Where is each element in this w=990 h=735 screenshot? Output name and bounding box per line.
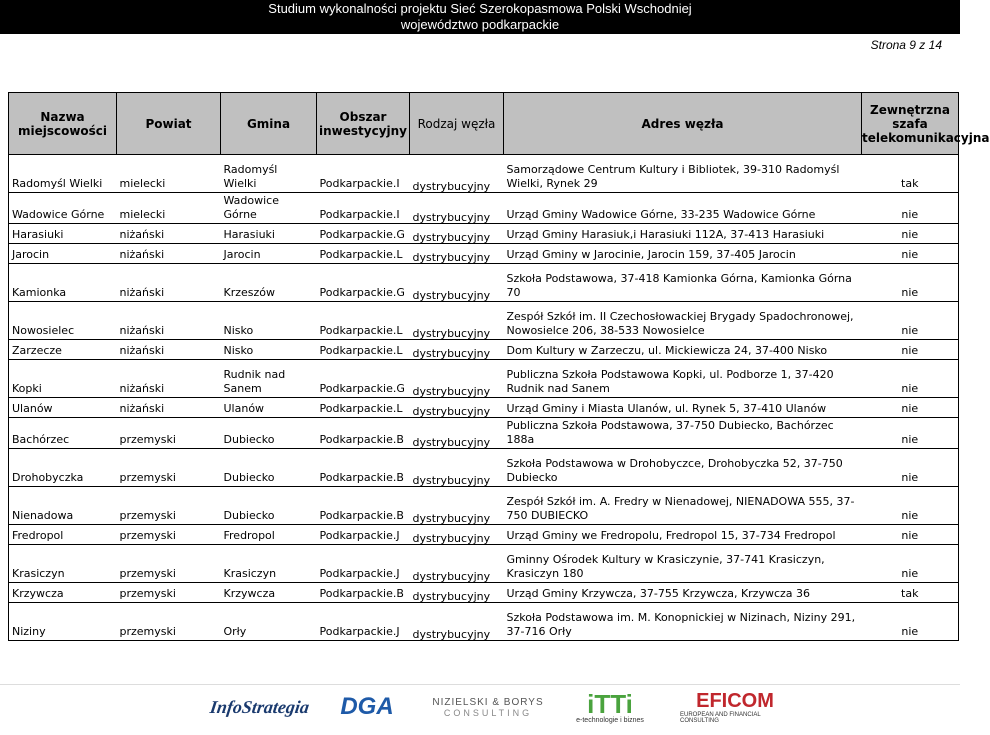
cell-node-type: dystrybucyjny xyxy=(410,196,504,227)
cell-address: Zespół Szkół im. A. Fredry w Nienadowej, NIENADOWA 555, 37-750 DUBIECKO xyxy=(504,487,862,525)
col-header: Obszar inwestycyjny xyxy=(317,93,410,155)
cell-county: mielecki xyxy=(117,155,221,193)
cell-node-type: dystrybucyjny xyxy=(410,490,504,528)
cell-county: niżański xyxy=(117,340,221,360)
cell-commune: Nisko xyxy=(221,302,317,340)
col-header: Powiat xyxy=(117,93,221,155)
page-number: Strona 9 z 14 xyxy=(870,38,942,52)
cell-address: Urząd Gminy i Miasta Ulanów, ul. Rynek 5, 37-410 Ulanów xyxy=(504,398,862,418)
cell-cabinet: nie xyxy=(862,487,959,525)
cell-county: przemyski xyxy=(117,487,221,525)
cell-county: mielecki xyxy=(117,193,221,224)
cell-locality: Wadowice Górne xyxy=(9,193,117,224)
cell-county: przemyski xyxy=(117,545,221,583)
cell-cabinet: nie xyxy=(862,525,959,545)
cell-area: Podkarpackie.L xyxy=(317,302,410,340)
cell-address: Publiczna Szkoła Podstawowa, 37-750 Dubiecko, Bachórzec 188a xyxy=(504,418,862,449)
cell-locality: Nienadowa xyxy=(9,487,117,525)
cell-node-type: dystrybucyjny xyxy=(410,363,504,401)
cell-commune: Krzeszów xyxy=(221,264,317,302)
cell-area: Podkarpackie.J xyxy=(317,545,410,583)
cell-locality: Jarocin xyxy=(9,244,117,264)
cell-county: niżański xyxy=(117,224,221,244)
cell-cabinet: nie xyxy=(862,545,959,583)
table-row xyxy=(9,340,959,360)
cell-county: przemyski xyxy=(117,449,221,487)
cell-node-type: dystrybucyjny xyxy=(410,267,504,305)
cell-cabinet: nie xyxy=(862,193,959,224)
cell-cabinet: tak xyxy=(862,155,959,193)
cell-node-type: dystrybucyjny xyxy=(410,528,504,548)
cell-area: Podkarpackie.G xyxy=(317,264,410,302)
cell-area: Podkarpackie.J xyxy=(317,603,410,641)
cell-address: Gminny Ośrodek Kultury w Krasiczynie, 37-741 Krasiczyn, Krasiczyn 180 xyxy=(504,545,862,583)
cell-county: niżański xyxy=(117,264,221,302)
cell-cabinet: nie xyxy=(862,418,959,449)
itti-logo: iTTi e-technologie i biznes xyxy=(576,688,644,724)
cell-node-type: dystrybucyjny xyxy=(410,421,504,452)
cell-commune: Wadowice Górne xyxy=(221,193,317,224)
cell-commune: Jarocin xyxy=(221,244,317,264)
cell-address: Zespół Szkół im. II Czechosłowackiej Brygady Spadochronowej, Nowosielce 206, 38-533 Nowosielce xyxy=(504,302,862,340)
eficom-logo: EFICOM EUROPEAN AND FINANCIAL CONSULTING xyxy=(680,690,774,724)
cell-cabinet: nie xyxy=(862,302,959,340)
cell-node-type: dystrybucyjny xyxy=(410,305,504,343)
cell-county: przemyski xyxy=(117,583,221,603)
col-header: Gmina xyxy=(221,93,317,155)
col-header: Rodzaj węzła xyxy=(410,93,504,155)
table-row xyxy=(9,545,959,583)
cell-county: niżański xyxy=(117,244,221,264)
cell-area: Podkarpackie.B xyxy=(317,418,410,449)
cell-commune: Nisko xyxy=(221,340,317,360)
cell-cabinet: nie xyxy=(862,603,959,641)
cell-locality: Niziny xyxy=(9,603,117,641)
cell-address: Szkoła Podstawowa im. M. Konopnickiej w Nizinach, Niziny 291, 37-716 Orły xyxy=(504,603,862,641)
cell-commune: Orły xyxy=(221,603,317,641)
table-row xyxy=(9,449,959,487)
cell-area: Podkarpackie.B xyxy=(317,449,410,487)
header-region: województwo podkarpackie xyxy=(400,17,560,32)
cell-node-type: dystrybucyjny xyxy=(410,158,504,196)
cell-county: niżański xyxy=(117,302,221,340)
cell-node-type: dystrybucyjny xyxy=(410,586,504,606)
cell-commune: Radomyśl Wielki xyxy=(221,155,317,193)
table-row xyxy=(9,360,959,398)
cell-area: Podkarpackie.J xyxy=(317,525,410,545)
cell-area: Podkarpackie.G xyxy=(317,360,410,398)
cell-cabinet: nie xyxy=(862,264,959,302)
cell-commune: Dubiecko xyxy=(221,487,317,525)
table-row xyxy=(9,224,959,244)
cell-commune: Dubiecko xyxy=(221,418,317,449)
col-header: Adres węzła xyxy=(504,93,862,155)
cell-node-type: dystrybucyjny xyxy=(410,606,504,644)
cell-locality: Krasiczyn xyxy=(9,545,117,583)
cell-cabinet: tak xyxy=(862,583,959,603)
cell-locality: Kopki xyxy=(9,360,117,398)
cell-locality: Nowosielec xyxy=(9,302,117,340)
col-header: Nazwa miejscowości xyxy=(9,93,117,155)
nizielski-borys-logo: NIZIELSKI & BORYS CONSULTING xyxy=(432,696,544,718)
cell-cabinet: nie xyxy=(862,244,959,264)
cell-area: Podkarpackie.G xyxy=(317,224,410,244)
infostrategia-logo: InfoStrategia xyxy=(209,696,311,717)
dga-logo: DGA xyxy=(340,693,394,720)
cell-node-type: dystrybucyjny xyxy=(410,452,504,490)
cell-node-type: dystrybucyjny xyxy=(410,227,504,247)
cell-locality: Radomyśl Wielki xyxy=(9,155,117,193)
cell-locality: Bachórzec xyxy=(9,418,117,449)
cell-area: Podkarpackie.I xyxy=(317,193,410,224)
table-header-row xyxy=(9,93,959,155)
cell-locality: Drohobyczka xyxy=(9,449,117,487)
cell-address: Urząd Gminy Harasiuk,i Harasiuki 112A, 37-413 Harasiuki xyxy=(504,224,862,244)
table-row xyxy=(9,487,959,525)
cell-commune: Rudnik nad Sanem xyxy=(221,360,317,398)
cell-commune: Fredropol xyxy=(221,525,317,545)
table-row xyxy=(9,418,959,449)
cell-node-type: dystrybucyjny xyxy=(410,401,504,421)
cell-locality: Krzywcza xyxy=(9,583,117,603)
cell-cabinet: nie xyxy=(862,449,959,487)
cell-commune: Harasiuki xyxy=(221,224,317,244)
cell-area: Podkarpackie.B xyxy=(317,487,410,525)
cell-area: Podkarpackie.L xyxy=(317,340,410,360)
cell-commune: Krasiczyn xyxy=(221,545,317,583)
cell-node-type: dystrybucyjny xyxy=(410,548,504,586)
table-row xyxy=(9,302,959,340)
cell-cabinet: nie xyxy=(862,340,959,360)
cell-locality: Fredropol xyxy=(9,525,117,545)
cell-node-type: dystrybucyjny xyxy=(410,247,504,267)
cell-county: niżański xyxy=(117,360,221,398)
cell-locality: Zarzecze xyxy=(9,340,117,360)
cell-address: Szkoła Podstawowa w Drohobyczce, Drohobyczka 52, 37-750 Dubiecko xyxy=(504,449,862,487)
table-row xyxy=(9,525,959,545)
cell-address: Samorządowe Centrum Kultury i Bibliotek, 39-310 Radomyśl Wielki, Rynek 29 xyxy=(504,155,862,193)
footer-divider xyxy=(0,684,960,685)
cell-address: Szkoła Podstawowa, 37-418 Kamionka Górna, Kamionka Górna 70 xyxy=(504,264,862,302)
cell-locality: Harasiuki xyxy=(9,224,117,244)
cell-area: Podkarpackie.B xyxy=(317,583,410,603)
cell-address: Urząd Gminy w Jarocinie, Jarocin 159, 37-405 Jarocin xyxy=(504,244,862,264)
col-header: Zewnętrzna szafa telekomunikacyjna xyxy=(862,93,959,155)
cell-address: Urząd Gminy Krzywcza, 37-755 Krzywcza, Krzywcza 36 xyxy=(504,583,862,603)
cell-county: przemyski xyxy=(117,603,221,641)
cell-cabinet: nie xyxy=(862,398,959,418)
table-row xyxy=(9,398,959,418)
table-row xyxy=(9,155,959,193)
table-row xyxy=(9,264,959,302)
cell-locality: Ulanów xyxy=(9,398,117,418)
table-row xyxy=(9,193,959,224)
table-row xyxy=(9,244,959,264)
cell-address: Urząd Gminy Wadowice Górne, 33-235 Wadowice Górne xyxy=(504,193,862,224)
cell-county: przemyski xyxy=(117,525,221,545)
cell-address: Dom Kultury w Zarzeczu, ul. Mickiewicza 24, 37-400 Nisko xyxy=(504,340,862,360)
nodes-table xyxy=(8,92,990,641)
cell-area: Podkarpackie.L xyxy=(317,244,410,264)
cell-cabinet: nie xyxy=(862,224,959,244)
document-header xyxy=(0,0,960,34)
cell-area: Podkarpackie.I xyxy=(317,155,410,193)
cell-county: przemyski xyxy=(117,418,221,449)
cell-locality: Kamionka xyxy=(9,264,117,302)
cell-address: Urząd Gminy we Fredropolu, Fredropol 15, 37-734 Fredropol xyxy=(504,525,862,545)
table-row xyxy=(9,603,959,641)
cell-county: niżański xyxy=(117,398,221,418)
cell-address: Publiczna Szkoła Podstawowa Kopki, ul. Podborze 1, 37-420 Rudnik nad Sanem xyxy=(504,360,862,398)
cell-commune: Dubiecko xyxy=(221,449,317,487)
cell-commune: Krzywcza xyxy=(221,583,317,603)
cell-area: Podkarpackie.L xyxy=(317,398,410,418)
cell-cabinet: nie xyxy=(862,360,959,398)
table-row xyxy=(9,583,959,603)
cell-node-type: dystrybucyjny xyxy=(410,343,504,363)
cell-commune: Ulanów xyxy=(221,398,317,418)
header-title: Studium wykonalności projektu Sieć Szerokopasmowa Polski Wschodniej xyxy=(268,1,692,16)
